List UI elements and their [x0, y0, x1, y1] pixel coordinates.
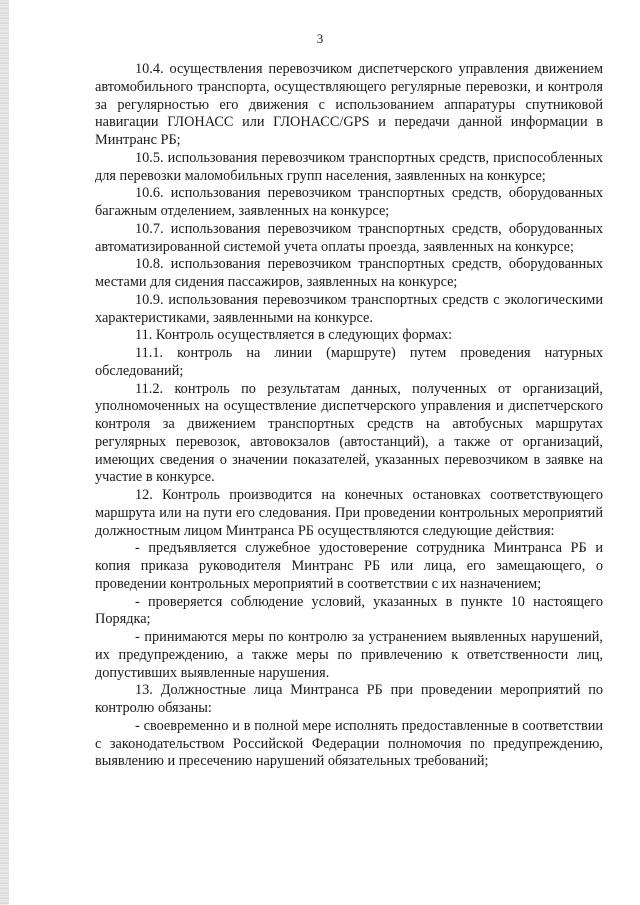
paragraph-11-1: 11.1. контроль на линии (маршруте) путем проведения натурных обследований;	[95, 345, 603, 379]
scan-edge-shadow	[0, 0, 9, 905]
paragraph-11: 11. Контроль осуществляется в следующих формах:	[135, 327, 453, 344]
paragraph-10-9: 10.9. использования перевозчиком транспортных средств с экологическими характеристиками, заявленными на конкурсе.	[95, 291, 603, 326]
paragraph-10-5: 10.5. использования перевозчиком транспортных средств, приспособленных для перевозки маломобильных групп населения, заявленных на конкурсе;	[95, 149, 603, 184]
paragraph-12: 12. Контроль производится на конечных остановках соответствующего маршрута или на пути его следования. При проведении контрольных мероприятий должностным лицом Минтранса РБ осуществляются следующие действия:	[95, 487, 603, 539]
document-body	[95, 61, 603, 771]
paragraph-10-8: 10.8. использования перевозчиком транспортных средств, оборудованных местами для сидения пассажиров, заявленных на конкурсе;	[95, 256, 603, 290]
page-number: 3	[316, 31, 324, 46]
paragraph-10-4: 10.4. осуществления перевозчиком диспетчерского управления движением автомобильного транспорта, осуществляющего регулярные перевозки, и контроля за регулярностью его движения с использованием аппаратуры спутниковой навигации ГЛОНАСС или ГЛОНАСС/GPS и передачи данной информации в Минтранс РБ;	[95, 61, 603, 148]
list-item-measures: - принимаются меры по контролю за устранением выявленных нарушений, их предупреждению, а также меры по привлечению к ответственности лиц, допустивших выявленные нарушения.	[95, 629, 603, 681]
list-item-conditions-check: - проверяется соблюдение условий, указанных в пункте 10 настоящего Порядка;	[95, 593, 603, 628]
paragraph-11-2: 11.2. контроль по результатам данных, полученных от организаций, уполномоченных на осуществление диспетчерского управления и диспетчерского контроля за движением транспортных средств на автобусных маршрутах регулярных перевозок, автовокзалов (автостанций), а также от организаций, имеющих сведения о значении показателей, указанных перевозчиком в заявке на участие в конкурсе.	[95, 380, 603, 486]
list-item-certificate: - предъявляется служебное удостоверение сотрудника Минтранса РБ и копия приказа руководителя Минтранс РБ или лица, его замещающего, о проведении контрольных мероприятий в соответствии с их назначением;	[95, 540, 603, 592]
paragraph-10-6: 10.6. использования перевозчиком транспортных средств, оборудованных багажным отделением, заявленных на конкурсе;	[95, 185, 603, 219]
list-item-duties: - своевременно и в полной мере исполнять предоставленные в соответствии с законодательством Российской Федерации полномочия по предупреждению, выявлению и пресечению нарушений обязательных требований;	[95, 717, 603, 770]
paragraph-13: 13. Должностные лица Минтранса РБ при проведении мероприятий по контролю обязаны:	[95, 682, 603, 716]
paragraph-10-7: 10.7. использования перевозчиком транспортных средств, оборудованных автоматизированной системой учета оплаты проезда, заявленных на конкурсе;	[95, 220, 603, 255]
